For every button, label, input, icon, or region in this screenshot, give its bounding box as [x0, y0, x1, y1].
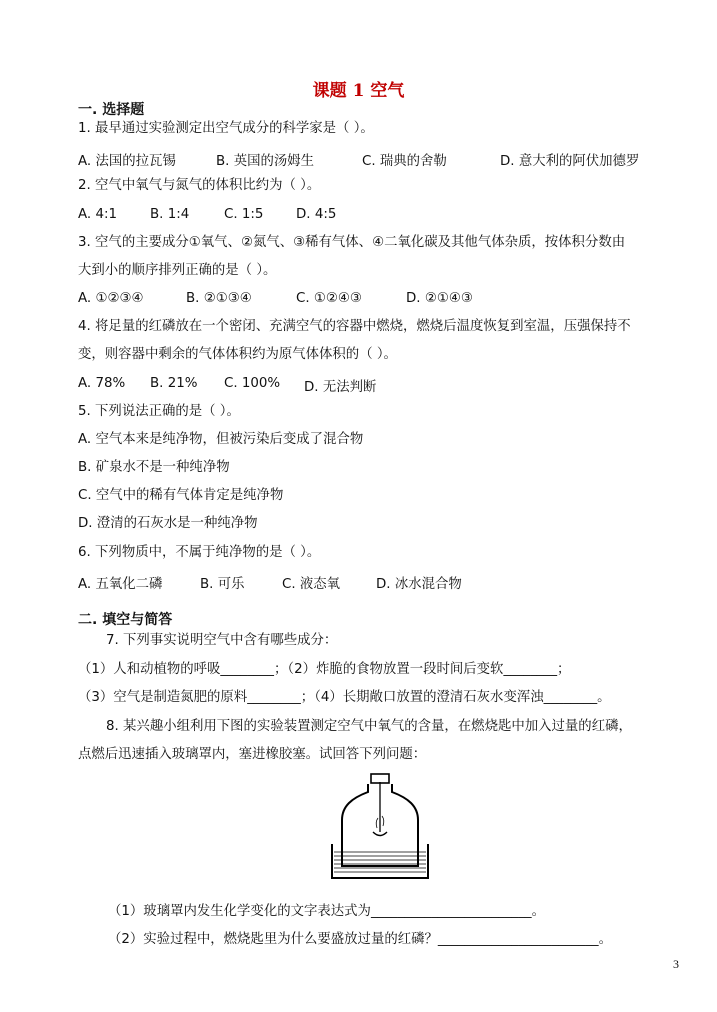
- option-c: C. 1:5: [224, 207, 264, 222]
- question-3-stem-line2: 大到小的顺序排列正确的是（ ）。: [78, 263, 277, 278]
- option-c: C. 液态氧: [282, 577, 341, 592]
- option-c: C. 瑞典的舍勒: [362, 154, 447, 169]
- option-c: C. 100%: [224, 376, 281, 391]
- option-a: A. 五氧化二磷: [78, 577, 163, 592]
- question-5-option-c: C. 空气中的稀有气体肯定是纯净物: [78, 488, 284, 503]
- option-a: A. 78%: [78, 376, 126, 391]
- section-heading-choice: 一. 选择题: [78, 102, 145, 118]
- option-a: A. ①②③④: [78, 291, 144, 306]
- option-d: D. 意大利的阿伏加德罗: [500, 154, 640, 169]
- option-c: C. ①②④③: [296, 291, 362, 306]
- water-trough: [332, 844, 428, 878]
- question-7-line2: （3）空气是制造氮肥的原料________；（4）长期敞口放置的澄清石灰水变浑浊________。: [78, 690, 611, 705]
- option-d: D. ②①④③: [406, 291, 473, 306]
- question-4-stem-line1: 4. 将足量的红磷放在一个密闭、充满空气的容器中燃烧，燃烧后温度恢复到室温，压强保持不: [78, 319, 631, 334]
- page-title: 课题 1 空气: [312, 81, 405, 101]
- question-5-option-d: D. 澄清的石灰水是一种纯净物: [78, 516, 258, 531]
- option-b: B. 可乐: [200, 577, 245, 592]
- question-7-line1: （1）人和动植物的呼吸________；（2）炸脆的食物放置一段时间后变软________；: [78, 662, 571, 677]
- question-8-sub2: （2）实验过程中，燃烧匙里为什么要盛放过量的红磷？________________________。: [108, 932, 612, 947]
- option-a: A. 法国的拉瓦锡: [78, 154, 176, 169]
- page-number: 3: [673, 957, 679, 971]
- question-8-stem-line2: 点燃后迅速插入玻璃罩内，塞进橡胶塞。试回答下列问题：: [78, 747, 427, 762]
- question-3-stem-line1: 3. 空气的主要成分①氧气、②氮气、③稀有气体、④二氧化碳及其他气体杂质，按体积分数由: [78, 235, 626, 250]
- section-heading-fill: 二. 填空与简答: [78, 612, 173, 628]
- question-8-stem-line1: 8. 某兴趣小组利用下图的实验装置测定空气中氧气的含量，在燃烧匙中加入过量的红磷，: [106, 719, 632, 734]
- apparatus-figure: [330, 772, 430, 882]
- question-8-sub1: （1）玻璃罩内发生化学变化的文字表达式为________________________。: [108, 904, 546, 919]
- question-5-stem: 5. 下列说法正确的是（ ）。: [78, 404, 240, 419]
- option-b: B. 英国的汤姆生: [216, 154, 315, 169]
- question-5-option-b: B. 矿泉水不是一种纯净物: [78, 460, 230, 475]
- question-1-stem: 1. 最早通过实验测定出空气成分的科学家是（ ）。: [78, 121, 374, 136]
- option-b: B. 21%: [150, 376, 198, 391]
- question-2-stem: 2. 空气中氧气与氮气的体积比约为（ ）。: [78, 178, 321, 193]
- option-d: D. 无法判断: [304, 380, 377, 395]
- option-d: D. 冰水混合物: [376, 577, 462, 592]
- question-5-option-a: A. 空气本来是纯净物，但被污染后变成了混合物: [78, 432, 364, 447]
- option-a: A. 4:1: [78, 207, 117, 222]
- option-b: B. 1:4: [150, 207, 190, 222]
- rubber-stopper: [371, 774, 389, 783]
- question-4-stem-line2: 变，则容器中剩余的气体体积约为原气体体积的（ ）。: [78, 347, 397, 362]
- option-d: D. 4:5: [296, 207, 337, 222]
- question-6-stem: 6. 下列物质中，不属于纯净物的是（ ）。: [78, 545, 321, 560]
- question-7-stem: 7. 下列事实说明空气中含有哪些成分：: [106, 633, 338, 648]
- option-b: B. ②①③④: [186, 291, 252, 306]
